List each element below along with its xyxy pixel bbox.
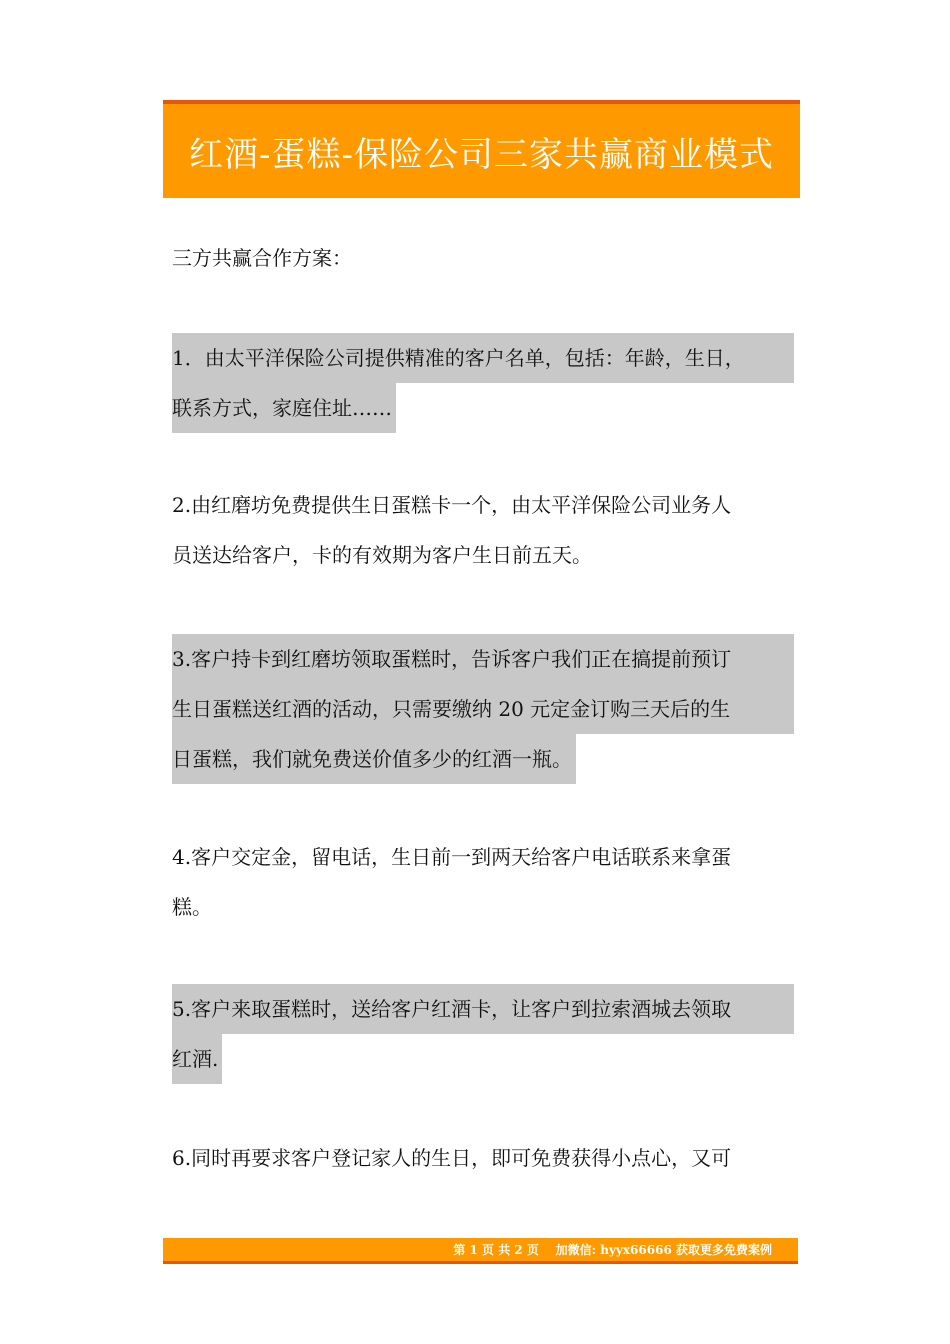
paragraph-6 (172, 1133, 790, 1183)
paragraph-4-line-2: 糕。 (172, 895, 212, 919)
paragraph-6-line-1: 6.同时再要求客户登记家人的生日，即可免费获得小点心，又可 (172, 1146, 732, 1170)
paragraph-1 (172, 333, 790, 433)
paragraph-1-line-2: 联系方式，家庭住址…… (172, 383, 396, 433)
paragraph-3-line-3: 日蛋糕，我们就免费送价值多少的红酒一瓶。 (172, 734, 576, 784)
paragraph-4 (172, 832, 790, 932)
paragraph-2 (172, 480, 790, 580)
document-title: 红酒-蛋糕-保险公司三家共赢商业模式 (189, 134, 774, 175)
paragraph-5-line-1: 5.客户来取蛋糕时，送给客户红酒卡，让客户到拉索酒城去领取 (172, 984, 794, 1034)
paragraph-2-line-2: 员送达给客户，卡的有效期为客户生日前五天。 (172, 543, 592, 567)
paragraph-3-line-1: 3.客户持卡到红磨坊领取蛋糕时，告诉客户我们正在搞提前预订 (172, 634, 794, 684)
paragraph-5-line-2: 红酒. (172, 1034, 222, 1084)
paragraph-5 (172, 984, 790, 1084)
paragraph-1-line-1: 1．由太平洋保险公司提供精准的客户名单，包括：年龄，生日， (172, 333, 794, 383)
footer-banner (163, 1238, 798, 1264)
title-banner (163, 100, 800, 198)
paragraph-3-line-2: 生日蛋糕送红酒的活动，只需要缴纳 20 元定金订购三天后的生 (172, 684, 794, 734)
paragraph-2-line-1: 2.由红磨坊免费提供生日蛋糕卡一个，由太平洋保险公司业务人 (172, 493, 732, 517)
intro-text: 三方共赢合作方案： (172, 246, 352, 270)
paragraph-4-line-1: 4.客户交定金，留电话，生日前一到两天给客户电话联系来拿蛋 (172, 845, 732, 869)
paragraph-3 (172, 634, 790, 784)
footer-page-info: 第 1 页 共 2 页 加微信: hyyx66666 获取更多免费案例 (453, 1243, 772, 1257)
